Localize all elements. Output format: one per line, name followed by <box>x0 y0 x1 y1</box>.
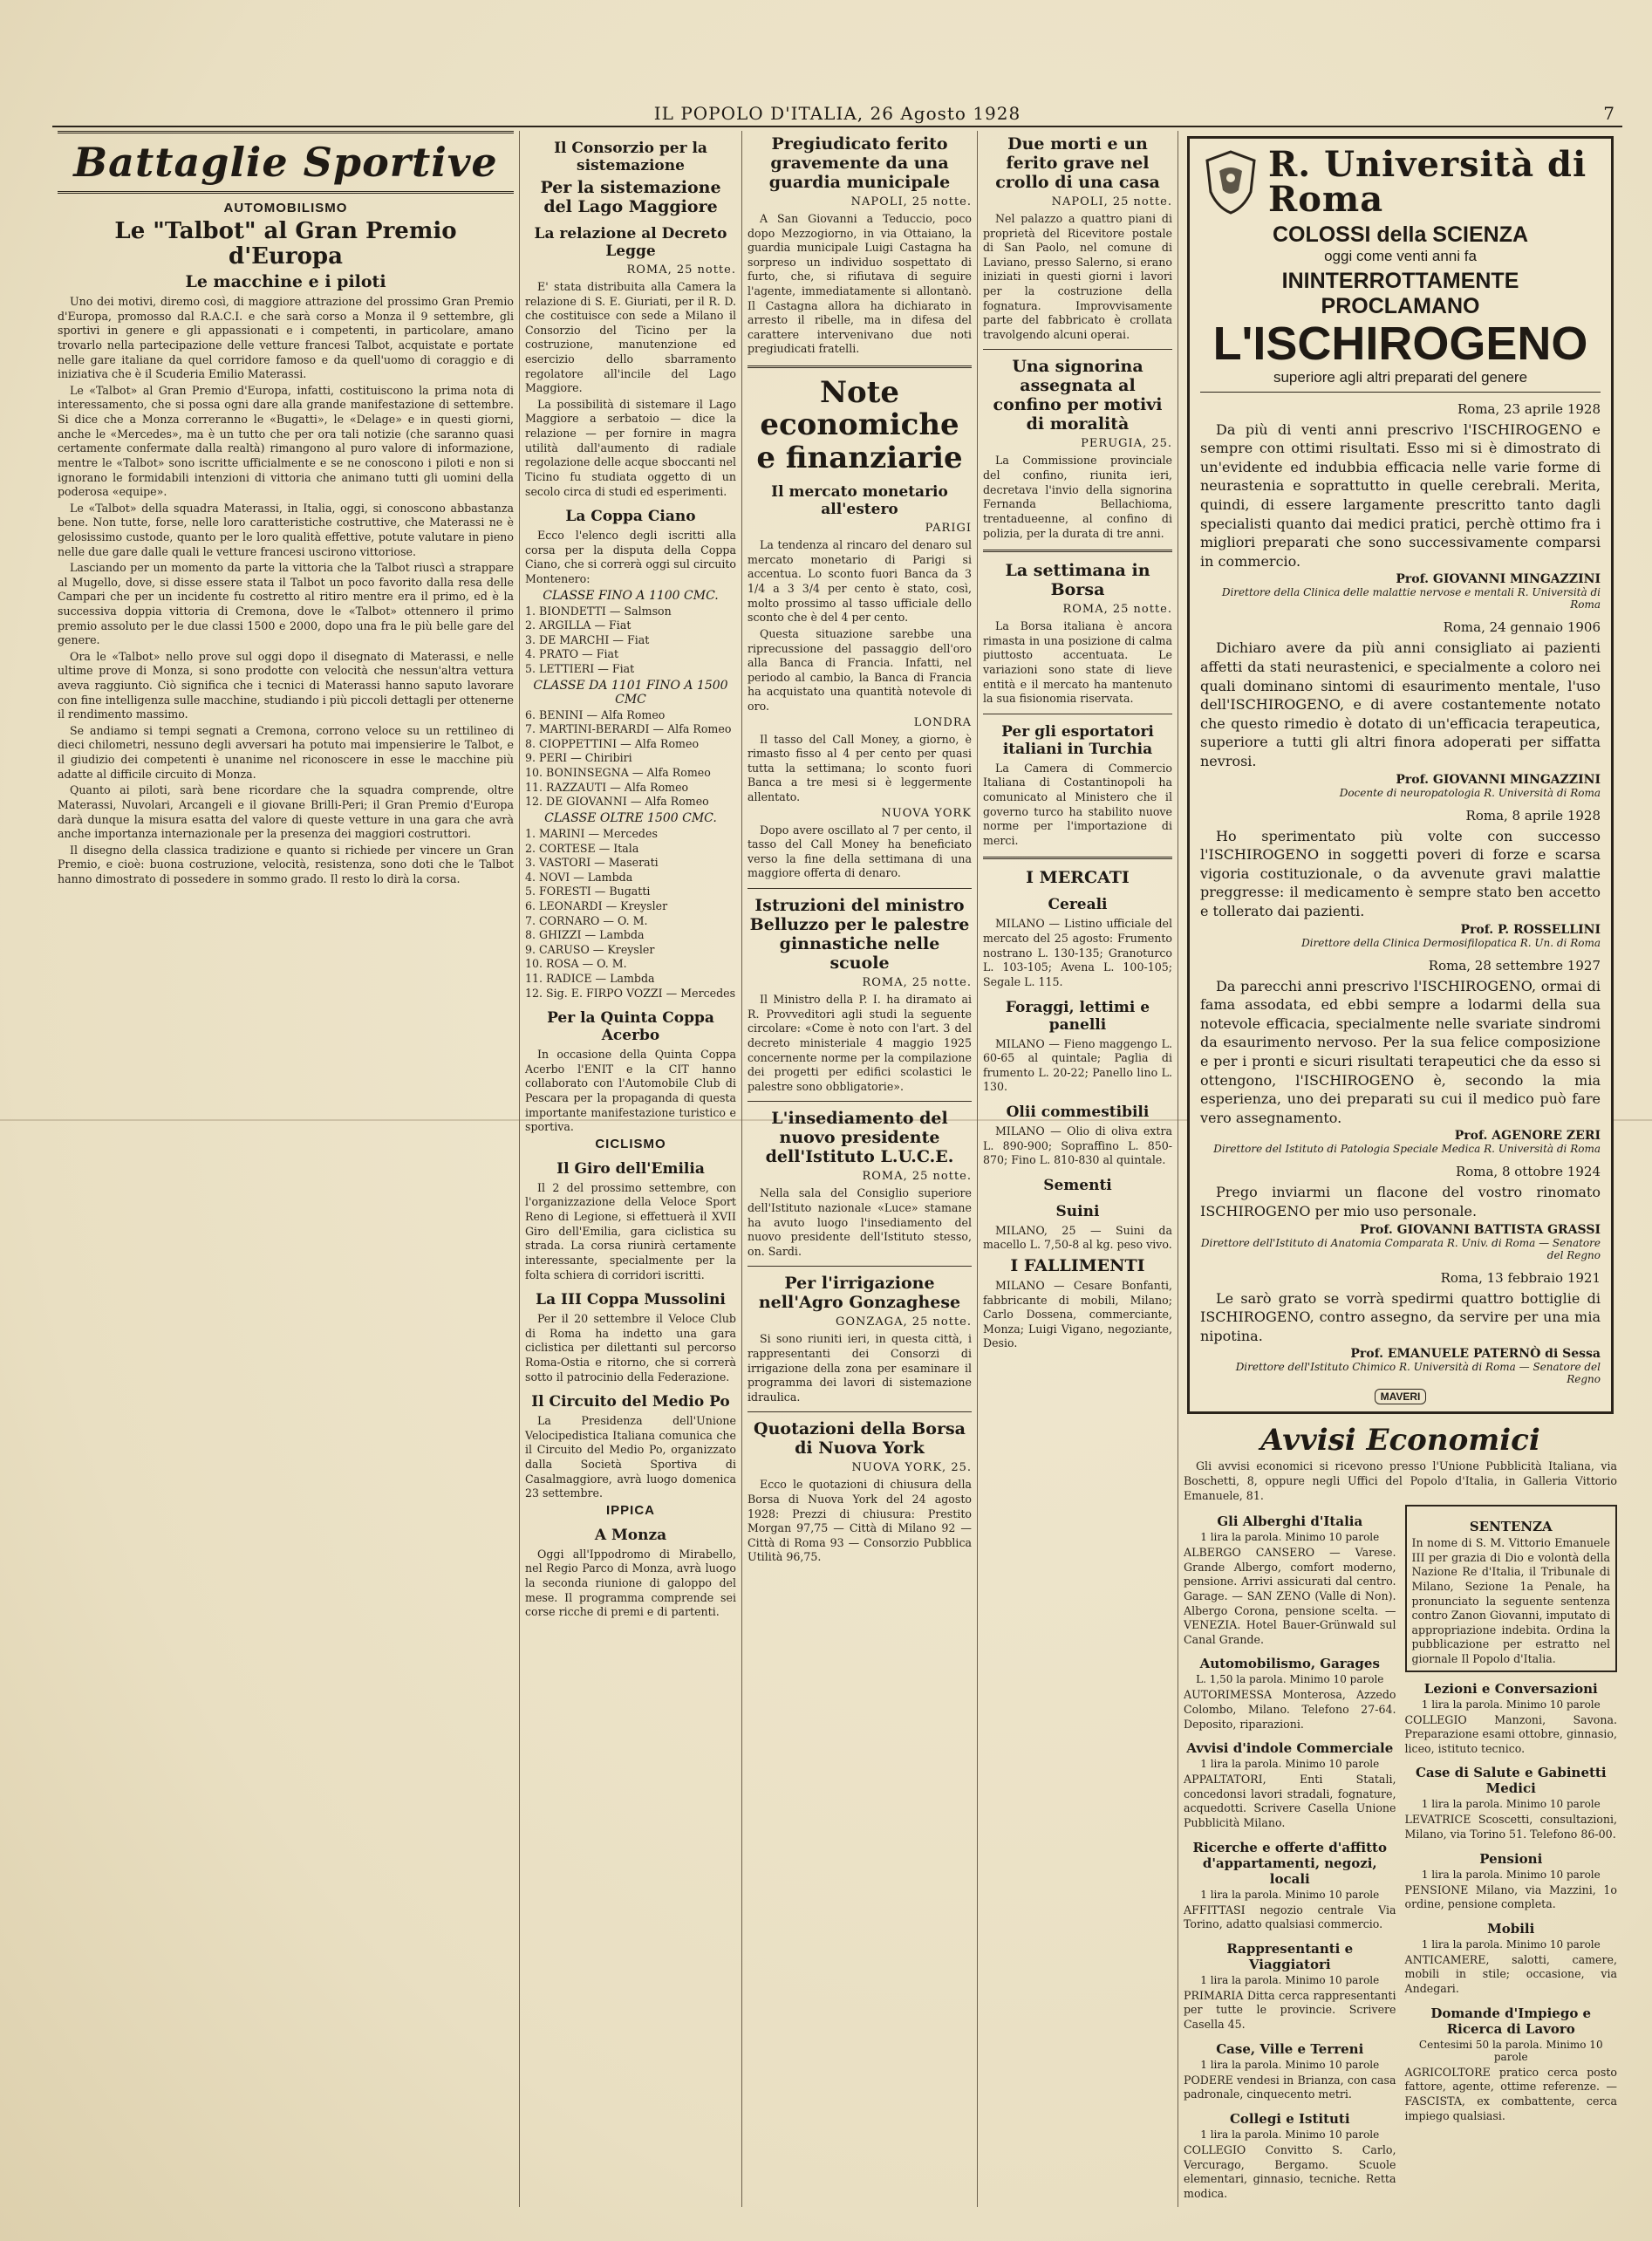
classified-text: APPALTATORI, Enti Statali, concedonsi lavori stradali, fognature, acquedotti. Scrivere Casella Unione Pubblicità Milano. <box>1184 1773 1396 1830</box>
paragraph: In occasione della Quinta Coppa Acerbo l'ENIT e la CIT hanno collaborato con l'Automobile Club di Pescara per la propaganda di questa importante manifestazione turistico e sportiva. <box>525 1048 736 1134</box>
entry-line: 7. MARTINI-BERARDI — Alfa Romeo <box>525 722 732 736</box>
classified-rate: 1 lira la parola. Minimo 10 parole <box>1421 1868 1601 1881</box>
testimonial-role: Direttore del Istituto di Patologia Speciale Medica R. Università di Roma <box>1213 1143 1601 1156</box>
headline: Quotazioni della Borsa di Nuova York <box>754 1419 966 1459</box>
paragraph: MILANO — Fieno maggengo L. 60-65 al quintale; Paglia di frumento L. 20-22; Panello lino L. 130. <box>983 1036 1172 1094</box>
column-sports <box>52 131 519 2207</box>
article-body <box>525 1312 736 1384</box>
entry-list <box>525 708 736 810</box>
entry-line: 3. DE MARCHI — Fiat <box>525 632 650 646</box>
testimonial-date: Roma, 24 gennaio 1906 <box>1443 619 1601 636</box>
classified-section <box>1405 1681 1618 1757</box>
testimonial-signature: Prof. GIOVANNI MINGAZZINI <box>1396 772 1601 787</box>
brand-name: MAVERI <box>1375 1389 1427 1404</box>
headline-kicker: Il Consorzio per la sistemazione <box>554 140 707 174</box>
column-ads <box>1178 131 1622 2207</box>
testimonial-signature: Prof. AGENORE ZERI <box>1454 1129 1601 1144</box>
classified-rate: L. 1,50 la parola. Minimo 10 parole <box>1196 1673 1384 1686</box>
dateline: PERUGIA, 25. <box>1081 437 1172 451</box>
classified-rate: 1 lira la parola. Minimo 10 parole <box>1200 1973 1380 1986</box>
column-news-2 <box>977 131 1178 2207</box>
paragraph: Gli avvisi economici si ricevono presso l'Unione Pubblicità Italiana, via Boschetti, 8, oppure negli Uffici del Popolo d'Italia, in Galleria Vittorio Emanuele, 81. <box>1184 1459 1617 1502</box>
entry-line: 4. PRATO — Fiat <box>525 647 619 661</box>
testimonial-role: Direttore della Clinica delle malattie nervose e mentali R. Università di Roma <box>1221 586 1601 611</box>
classified-text: AGRICOLTORE pratico cerca posto fattore, agente, ottime referenze. — FASCISTA, ex combattente, cerca impiego qualsiasi. <box>1404 2065 1617 2122</box>
ad-line: COLOSSI della SCIENZA <box>1272 222 1529 247</box>
paragraph: Dopo avere oscillato al 7 per cento, il tasso del Call Money ha beneficiato verso la fine della settimana di una maggiore offerta di denaro. <box>747 823 972 880</box>
testimonial-role: Direttore della Clinica Dermosifilopatica R. Un. di Roma <box>1301 936 1601 949</box>
paragraph: Ecco le quotazioni di chiusura della Borsa di Nuova York del 24 agosto 1928: Prezzi di chiusura: Prestito Morgan 97,75 — Città di Milano 92 — Città di Roma 93 — Consorzio Pubblica Utilità 96,75. <box>747 1478 972 1564</box>
article-body <box>983 619 1172 707</box>
entry-line: 1. MARINI — Mercedes <box>525 826 658 840</box>
entry-line: 6. LEONARDI — Kreysler <box>525 898 668 912</box>
paragraph: Il tasso del Call Money, a giorno, è rimasto fisso al 4 per cento per quasi tutta la settimana; lo sconto fuori Banca a tre mesi si è leggermente allentato. <box>747 732 972 804</box>
entry-line: 8. GHIZZI — Lambda <box>525 928 645 942</box>
entry-line: 1. BIONDETTI — Salmson <box>525 604 672 618</box>
subheadline: Le macchine e i piloti <box>185 272 386 292</box>
article-body <box>747 733 972 805</box>
paragraph: Il Ministro della P. I. ha diramato ai R. Provveditori agli studi la seguente circolare: «Come è noto con l'art. 3 del decreto ministeriale 4 maggio 1925 concernente norme per la compilazione dei progetti per edifici scolastici le palestre sono obbligatorie». <box>747 993 972 1093</box>
paragraph: Oggi all'Ippodromo di Mirabello, nel Regio Parco di Monza, avrà luogo la seconda riunione di galoppo del mese. Il programma comprende sei corse ricche di premi e di partenti. <box>525 1547 736 1619</box>
classified-category: Collegi e Istituti <box>1229 2110 1350 2127</box>
paragraph: La Presidenza dell'Unione Velocipedistica Italiana comunica che il Circuito del Medio Po, organizzato dalla Società Sportiva di Casalmaggiore, avrà luogo domenica 23 settembre. <box>525 1414 736 1500</box>
entry-line: 7. CORNARO — O. M. <box>525 913 648 927</box>
classified-text: PODERE vendesi in Brianza, con casa padronale, cinquecento metri. <box>1184 2073 1396 2101</box>
classified-text: COLLEGIO Convitto S. Carlo, Vercurago, Bergamo. Scuole elementari, ginnasio, tecniche. Retta modica. <box>1184 2142 1396 2200</box>
divider <box>747 366 972 368</box>
dateline: NUOVA YORK <box>881 806 972 820</box>
classified-section <box>1405 1765 1618 1841</box>
classified-section <box>1184 1840 1396 1932</box>
kicker: IPPICA <box>605 1502 655 1518</box>
article-body <box>983 1037 1172 1095</box>
entry-line: 4. NOVI — Lambda <box>525 870 633 884</box>
testimonial-text: Da più di venti anni prescrivo l'ISCHIROGENO e sempre con ottimi risultati. Esso mi si è dimostrato di un'evidente ed indubbia efficacia nelle varie forme di neurastenia e soprattutto in quelle cerebrali. Merita, quindi, di essere largamente prescritto tanto dagli specialisti quanto dai medici pratici, perchè ottimo fra i migliori preparati che sono successivamente comparsi in commercio. <box>1200 420 1601 570</box>
article-body <box>747 1186 972 1259</box>
entry-line: 11. RADICE — Lambda <box>525 971 655 985</box>
article-body <box>747 1478 972 1565</box>
paragraph: Ora le «Talbot» nello prove sul oggi dopo il disegnato di Materassi, e nelle ultime prove di Monza, si sono prodotte con velocità che nessun'altra vettura aveva raggiunto. Ciò significa che i tecnici di Materassi hanno saputo lavorare con fine intelligenza sulle macchine, studiando i più piccoli dettagli per ottenerne il rendimento massimo. <box>58 649 514 721</box>
paragraph: MILANO — Olio di oliva extra L. 890-900; Sopraffino L. 850-870; Fino L. 810-830 al quintale. <box>983 1124 1172 1167</box>
article-body <box>747 823 972 881</box>
article-body <box>525 1414 736 1501</box>
testimonial-date: Roma, 13 febbraio 1921 <box>1440 1269 1601 1286</box>
paragraph: MILANO — Cesare Bonfanti, fabbricante di mobili, Milano; Carlo Dossena, commerciante, Monza; Luigi Vigano, negoziante, Desio. <box>983 1278 1172 1350</box>
testimonial-date: Roma, 8 ottobre 1924 <box>1455 1164 1601 1180</box>
subheadline: La relazione al Decreto Legge <box>534 225 727 260</box>
ad-line: superiore agli altri preparati del genere <box>1200 369 1601 393</box>
classified-text: COLLEGIO Manzoni, Savona. Preparazione esami ottobre, ginnasio, liceo, istituto tecnico. <box>1404 1712 1617 1755</box>
testimonial <box>1200 1164 1601 1261</box>
paragraph: Il disegno della classica tradizione e quanto si richiede per vincere un Gran Premio, e cioè: buona costruzione, velocità, resistenza, sono doti che le Talbot hanno dimostrato di possedere in sommo grado. Il resto lo dirà la corsa. <box>58 843 514 885</box>
headline: Per l'irrigazione nell'Agro Gonzaghese <box>758 1274 961 1313</box>
classified-category: Mobili <box>1487 1920 1535 1937</box>
classified-rate: Centesimi 50 la parola. Minimo 10 parole <box>1418 2038 1603 2063</box>
classified-category: Ricerche e offerte d'affitto d'appartamenti, negozi, locali <box>1192 1839 1387 1887</box>
testimonial-signature: Prof. GIOVANNI MINGAZZINI <box>1396 572 1601 587</box>
entry-line: 3. VASTORI — Maserati <box>525 856 659 870</box>
headline: Le "Talbot" al Gran Premio d'Europa <box>114 218 457 270</box>
divider <box>747 888 972 889</box>
classified-category: Pensioni <box>1479 1850 1543 1867</box>
section-heading: La Coppa Ciano <box>565 508 696 526</box>
classified-rate: 1 lira la parola. Minimo 10 parole <box>1200 2058 1380 2071</box>
paragraph: Il 2 del prossimo settembre, con l'organizzazione della Veloce Sport Reno di Legione, si effettuerà il XVII Giro dell'Emilia, gara ciclistica su strada. La corsa riunirà certamente interessante, specialmente per la folta schiera di corridori iscritti. <box>525 1180 736 1281</box>
article-body <box>525 1048 736 1135</box>
classified-rate: 1 lira la parola. Minimo 10 parole <box>1200 1531 1380 1544</box>
entry-line: 12. Sig. E. FIRPO VOZZI — Mercedes <box>525 986 736 1000</box>
dateline: LONDRA <box>913 715 972 729</box>
paragraph: Per il 20 settembre il Veloce Club di Roma ha indetto una gara ciclistica per dilettanti sul percorso Roma-Ostia e ritorno, che si correrà sotto il patrocinio della Federazione. <box>525 1312 736 1384</box>
ad-university: R. Università di Roma <box>1268 144 1587 220</box>
divider <box>983 550 1172 552</box>
article-body <box>525 280 736 499</box>
testimonial <box>1200 1270 1601 1386</box>
dateline: PARIGI <box>925 522 972 536</box>
classified-section <box>1405 1851 1618 1912</box>
classified-section <box>1184 1740 1396 1830</box>
section-heading: I MERCATI <box>1026 868 1130 888</box>
article-body <box>58 295 514 886</box>
paragraph: A San Giovanni a Teduccio, poco dopo Mezzogiorno, in via Ottaiano, la guardia municipale Luigi Castagna ha sorpreso un individuo sospettato di furto, che, si rifiutava di seguire l'agente, immediatamente si allontanò. Il Castagna allora ha dichiarato in arresto il ribelle, ma in difesa del carattere intervenivano due noti pregiudicati fratelli. <box>747 212 972 356</box>
classified-rate: 1 lira la parola. Minimo 10 parole <box>1200 1888 1380 1901</box>
dateline: NAPOLI, 25 notte. <box>1051 195 1172 208</box>
testimonial <box>1200 958 1601 1156</box>
classified-text: ANTICAMERE, salotti, camere, mobili in stile; occasione, via Andegari. <box>1404 1952 1617 1996</box>
section-heading: La III Coppa Mussolini <box>536 1291 726 1309</box>
testimonial <box>1200 401 1601 611</box>
section-heading: La settimana in Borsa <box>1005 561 1150 600</box>
classified-rate: 1 lira la parola. Minimo 10 parole <box>1200 2128 1380 2141</box>
classifieds-left <box>1184 1505 1396 2201</box>
divider <box>983 857 1172 859</box>
article-body <box>747 538 972 714</box>
article-body <box>747 993 972 1094</box>
classified-text: LEVATRICE Scoscetti, consultazioni, Milano, via Torino 51. Telefono 86-00. <box>1404 1813 1617 1841</box>
testimonial-text: Dichiaro avere da più anni consigliato ai pazienti affetti da stati neurastenici, e specialmente a coloro nei quali dominano sintomi di esaurimento mentale, l'uso dell'ISCHIROGENO, e di avere costantemente notato che questo rimedio è dotato di un'efficacia terapeutica, superiore a tutti gli altri finora adoperati per siffatta nevrosi. <box>1200 639 1601 769</box>
entry-line: 2. ARGILLA — Fiat <box>525 618 631 632</box>
entry-line: 9. PERI — Chiribiri <box>525 751 632 765</box>
testimonial-date: Roma, 28 settembre 1927 <box>1428 957 1601 974</box>
classified-category: Domande d'Impiego e Ricerca di Lavoro <box>1430 2005 1592 2037</box>
entry-line: 10. ROSA — O. M. <box>525 957 627 971</box>
article-body <box>747 1332 972 1404</box>
classified-section <box>1184 1941 1396 2033</box>
divider <box>747 1411 972 1412</box>
headline: L'insediamento del nuovo presidente dell'Istituto L.U.C.E. <box>765 1109 954 1167</box>
subheading: Foraggi, lettimi e panelli <box>1005 998 1150 1034</box>
testimonial-text: Prego inviarmi un flacone del vostro rinomato ISCHIROGENO per mio uso personale. <box>1200 1184 1601 1220</box>
article-body <box>525 1548 736 1620</box>
testimonial-text: Le sarò grato se vorrà spedirmi quattro bottiglie di ISCHIROGENO, contro assegno, da servire per una mia nipotina. <box>1200 1289 1601 1344</box>
classifieds-right <box>1405 1505 1618 2201</box>
classified-text: ALBERGO CANSERO — Varese. Grande Albergo, comfort moderno, pensione. Arrivi assicurati dal centro. Garage. — SAN ZENO (Valle di Non). Albergo Corona, pensione scelta. — VENEZIA. Hotel Bauer-Grünwald sul Canal Grande. <box>1184 1546 1396 1646</box>
paragraph: Lasciando per un momento da parte la vittoria che la Talbot riuscì a strappare al Mugello, dove, si disse essere stata il Talbot un poco favorito dalla resa delle Campari che per un incidente fu costretto al ritiro mentre era il primo, ed è la successiva doppia vittoria di Cremona, dove le «Talbot» ottennero il primo premio assoluto per le due classi 1500 e 2000, dopo una fra le più belle gare del genere. <box>58 561 514 647</box>
subheading: Cereali <box>1048 896 1108 914</box>
subheading: Olii commestibili <box>1006 1103 1150 1121</box>
section-banner: Battaglie Sportive <box>58 131 514 194</box>
classified-text: AFFITTASI negozio centrale Via Torino, adatto qualsiasi commercio. <box>1184 1903 1396 1931</box>
testimonial-date: Roma, 8 aprile 1928 <box>1465 807 1601 823</box>
classified-section <box>1184 1656 1396 1732</box>
kicker: AUTOMOBILISMO <box>223 201 348 215</box>
testimonial-signature: Prof. P. ROSSELLINI <box>1460 922 1601 937</box>
dateline: ROMA, 25 notte. <box>1062 603 1172 617</box>
testimonial-text: Da parecchi anni prescrivo l'ISCHIROGENO, ormai di fama assodata, ed ebbi sempre a lodarmi della sua notevole efficacia, specialmente nelle svariate sindromi da esaurimento nervoso. Per la sua felice composizione e per i pronti e sicuri risultati terapeutici che da esso si ottengono, l'ISCHIROGENO è, secondo la mia esperienza, uno dei preparati su cui il medico può fare vero assegnamento. <box>1200 977 1601 1126</box>
entry-line: 12. DE GIOVANNI — Alfa Romeo <box>525 795 709 809</box>
brand-logo <box>1200 1390 1601 1403</box>
page-number: 7 <box>1603 103 1615 124</box>
paragraph: MILANO, 25 — Suini da macello L. 7,50-8 al kg. peso vivo. <box>983 1223 1172 1252</box>
entry-list <box>525 605 736 677</box>
dateline: ROMA, 25 notte. <box>626 263 736 277</box>
section-heading: I FALLIMENTI <box>1010 1255 1145 1275</box>
classified-section <box>1405 2005 1618 2123</box>
paragraph: La Borsa italiana è ancora rimasta in una posizione di calma piuttosto accentuata. Le variazioni sono state di lieve entità e il mercato ha mantenuto la sua fisionomia riservata. <box>983 619 1172 706</box>
entry-line: 9. CARUSO — Kreysler <box>525 942 655 956</box>
dateline: ROMA, 25 notte. <box>862 1170 972 1184</box>
paragraph: Questa situazione sarebbe una riprecussione del passaggio dell'oro alla Banca di Francia. Infatti, nel periodo al cambio, la Banca di Francia ha acquistato una quantità notevole di oro. <box>747 626 972 713</box>
classified-section <box>1184 2041 1396 2102</box>
paragraph: Le «Talbot» della squadra Materassi, in Italia, oggi, si conoscono abbastanza bene. Non tutte, forse, nelle loro caratteristiche costruttive, che Materassi ne è gelosissimo custode, quanto per le loro qualità effettive, potute valutare in pieno nelle due gare dalle quali le vetture francesi uscirono vittoriose. <box>58 501 514 558</box>
subheading: Sementi <box>1043 1176 1112 1194</box>
column-sports-2 <box>519 131 741 2207</box>
classified-category: Avvisi d'indole Commerciale <box>1186 1740 1394 1757</box>
paragraph: E' stata distribuita alla Camera la relazione di S. E. Giuriati, per il R. D. che costituisce con sede a Milano il Consorzio del Ticino per la costruzione, manutenzione ed esercizio dello sbarramento regolatore all'incile del Lago Maggiore. <box>525 280 736 395</box>
classified-section <box>1184 1513 1396 1647</box>
dateline: GONZAGA, 25 notte. <box>835 1315 972 1329</box>
headline: Due morti e un ferito grave nel crollo di una casa <box>995 134 1160 192</box>
paragraph: Nella sala del Consiglio superiore dell'Istituto nazionale «Luce» stamane ha avuto luogo l'insediamento del nuovo presidente dell'Istituto stesso, on. Sardi. <box>747 1186 972 1258</box>
article-body <box>747 212 972 357</box>
classifieds-columns <box>1184 1505 1617 2201</box>
divider <box>983 349 1172 350</box>
paragraph: Ecco l'elenco degli iscritti alla corsa per la disputa della Coppa Ciano, che si correrà oggi sul circuito Montenero: <box>525 529 736 585</box>
paragraph: La tendenza al rincaro del denaro sul mercato monetario di Parigi si accentua. Lo sconto fuori Banca da 3 1/4 a 3 3/4 per cento è stato, così, molto prossimo al tasso ufficiale dello sconto che è del 4 per cento. <box>747 538 972 625</box>
article-body <box>983 454 1172 541</box>
entry-line: 5. LETTIERI — Fiat <box>525 662 635 676</box>
testimonial <box>1200 808 1601 949</box>
testimonial-date: Roma, 23 aprile 1928 <box>1457 400 1601 417</box>
classified-category: Gli Alberghi d'Italia <box>1217 1513 1363 1530</box>
ad-product-name: L'ISCHIROGENO <box>1212 318 1588 370</box>
section-heading: Il Giro dell'Emilia <box>556 1159 705 1178</box>
university-crest-icon <box>1200 148 1261 216</box>
paragraph: Le «Talbot» al Gran Premio d'Europa, infatti, costituiscono la prima nota di interessamento, che si possa ogni dare alla grande manifestazione di settembre. Si dice che a Monza correranno le «Bugatti», le «Delage» e in questi giorni, anche le «Mercedes», ma è un tutto che per ora tali notizie (che saranno quasi certamente confermate dalla realtà) rimangono al puro valore di informazione, mentre le «Talbot» sono iscritte ufficialmente e se ne conoscono i piloti e non si ignorano le formidabili intenzioni di vittoria che animano tutti gli uomini della poderosa «equipe». <box>58 383 514 499</box>
ad-line: oggi come venti anni fa <box>1324 248 1477 264</box>
ad-line: ININTERROTTAMENTE PROCLAMANO <box>1281 269 1519 318</box>
entry-line: 10. BONINSEGNA — Alfa Romeo <box>525 766 711 780</box>
dateline: NAPOLI, 25 notte. <box>850 195 972 208</box>
headline: Pregiudicato ferito gravemente da una guardia municipale <box>768 134 951 192</box>
classified-text: PENSIONE Milano, via Mazzini, 1o ordine, pensione completa. <box>1404 1882 1617 1911</box>
classified-category: Lezioni e Conversazioni <box>1423 1680 1598 1697</box>
section-heading: Il mercato monetario all'estero <box>771 483 948 519</box>
dateline: ROMA, 25 notte. <box>862 976 972 990</box>
entry-line: 2. CORTESE — Itala <box>525 841 639 855</box>
classified-rate: 1 lira la parola. Minimo 10 parole <box>1421 1798 1601 1811</box>
masthead-title: IL POPOLO D'ITALIA, 26 Agosto 1928 <box>653 103 1021 124</box>
testimonial <box>1200 619 1601 798</box>
paragraph: La possibilità di sistemare il Lago Maggiore a serbatoio — dice la relazione — per fornire in magra utilità dall'aumento di radiale regolazione delle acque sboccanti nel Ticino fu studiata oggetto di un secolo circa di studi ed esperimenti. <box>525 397 736 498</box>
entry-line: 5. FORESTI — Bugatti <box>525 885 651 898</box>
subheading: Suini <box>1055 1202 1100 1220</box>
classified-category: Rappresentanti e Viaggiatori <box>1226 1940 1354 1972</box>
divider <box>747 1101 972 1102</box>
headline: Per la sistemazione del Lago Maggiore <box>540 178 721 216</box>
classified-category: Automobilismo, Garages <box>1199 1656 1380 1672</box>
classified-text: In nome di S. M. Vittorio Emanuele III per grazia di Dio e volontà della Nazione Re d'Italia, il Tribunale di Milano, Sezione 1a Penale, ha pronunciato la seguente sentenza contro Zanon Giovanni, imputato di appropriazione indebita. Ordina la pubblicazione per estratto nel giornale Il Popolo d'Italia. <box>1411 1536 1610 1665</box>
classified-section <box>1184 2111 1396 2201</box>
paragraph: Nel palazzo a quattro piani di proprietà del Ricevitore postale di San Paolo, nel comune di Laviano, presso Salerno, si erano iniziati in questi giorni i lavori per la costruzione della fognatura. Improvvisamente parte del fabbricato è crollata travolgendo alcuni operai. <box>983 212 1172 341</box>
classified-rate: 1 lira la parola. Minimo 10 parole <box>1421 1937 1601 1951</box>
classified-text: PRIMARIA Ditta cerca rappresentanti per tutte le provincie. Scrivere Casella 45. <box>1184 1988 1396 2032</box>
entry-line: 11. RAZZAUTI — Alfa Romeo <box>525 780 689 794</box>
paragraph: Uno dei motivi, diremo così, di maggiore attrazione del prossimo Gran Premio d'Europa, promosso dal R.A.C.I. e che sarà corso a Monza il 9 settembre, gli sportivi in genere e gli appassionati e i competenti, in particolare, amano trovarlo nella partecipazione delle vetture francesi Talbot, acquistate e portate nelle gare italiane da quel corridore famoso e da quell'uomo di coraggio e di iniziativa che è il Scuderia Emilio Materassi. <box>58 295 514 381</box>
testimonial-signature: Prof. EMANUELE PATERNÒ di Sessa <box>1350 1347 1601 1362</box>
article-body <box>983 1224 1172 1253</box>
testimonial-signature: Prof. GIOVANNI BATTISTA GRASSI <box>1360 1222 1601 1237</box>
section-title: Note economiche e finanziarie <box>756 375 963 475</box>
ad-header <box>1200 144 1601 220</box>
classified-category: Case di Salute e Gabinetti Medici <box>1415 1765 1607 1797</box>
classified-rate: 1 lira la parola. Minimo 10 parole <box>1421 1698 1601 1711</box>
classified-category: Case, Ville e Terreni <box>1216 2040 1364 2057</box>
article-body <box>983 917 1172 989</box>
headline: Per gli esportatori italiani in Turchia <box>1001 722 1154 758</box>
column-news <box>741 131 977 2207</box>
masthead <box>52 103 1622 127</box>
paragraph: MILANO — Listino ufficiale del mercato del 25 agosto: Frumento nostrano L. 130-135; Granoturco L. 103-105; Avena L. 100-105; Segale L. 115. <box>983 917 1172 988</box>
article-body <box>983 1124 1172 1168</box>
classified-text: AUTORIMESSA Monterosa, Azzedo Colombo, Milano. Telefono 27-64. Deposito, riparazioni. <box>1184 1688 1396 1731</box>
class-heading: CLASSE OLTRE 1500 CMC. <box>544 810 717 825</box>
testimonial-role: Docente di neuropatologia R. Università di Roma <box>1339 786 1601 799</box>
classified-section <box>1405 1921 1618 1997</box>
testimonial-role: Direttore dell'Istituto di Anatomia Comparata R. Univ. di Roma — Senatore del Regno <box>1200 1236 1601 1261</box>
headline: Istruzioni del ministro Belluzzo per le palestre ginnastiche nelle scuole <box>749 896 970 974</box>
classified-category: SENTENZA <box>1469 1519 1553 1535</box>
article-body <box>983 1279 1172 1351</box>
article-body <box>525 529 736 586</box>
section-heading: Il Circuito del Medio Po <box>531 1393 730 1411</box>
paragraph: La Camera di Commercio Italiana di Costantinopoli ha comunicato al Ministero che il governo turco ha stabilito nuove norme per l'importazione di merci. <box>983 761 1172 847</box>
dateline: NUOVA YORK, 25. <box>851 1461 972 1475</box>
article-body <box>983 212 1172 342</box>
classified-rate: 1 lira la parola. Minimo 10 parole <box>1200 1758 1380 1771</box>
paragraph: Si sono riuniti ieri, in questa città, i rappresentanti dei Consorzi di irrigazione della zona per esaminare il programma dei lavori di sistemazione idraulica. <box>747 1332 972 1404</box>
paragraph: Quanto ai piloti, sarà bene ricordare che la squadra comprende, oltre Materassi, Nuvolari, Arcangeli e il giovane Brilli-Peri; il Gran Premio d'Europa darà dunque la misura esatta del valore di queste vetture in una gara che avrà anche importanza internazionale per la presenza dei maggiori costruttori. <box>58 783 514 841</box>
entry-list <box>525 827 736 1001</box>
article-body <box>525 1181 736 1282</box>
headline: Una signorina assegnata al confino per motivi di moralità <box>993 357 1163 434</box>
classifieds-title: Avvisi Economici <box>1260 1423 1540 1459</box>
classifieds-intro <box>1184 1459 1617 1503</box>
section-heading: A Monza <box>594 1526 667 1544</box>
testimonial-role: Direttore dell'Istituto Chimico R. Università di Roma — Senatore del Regno <box>1235 1361 1601 1386</box>
entry-line: 6. BENINI — Alfa Romeo <box>525 707 666 721</box>
paragraph: La Commissione provinciale del confino, riunita ieri, decretava l'invio della signorina Fernanda Bellachioma, trentadueenne, al confino di polizia, per la durata di tre anni. <box>983 454 1172 540</box>
ischirogeno-advertisement <box>1187 136 1614 1414</box>
paragraph: Se andiamo si tempi segnati a Cremona, corrono veloce su un rettilineo di dieci chilometri, nessuno degli avversari ha potuto mai impensierire le Talbot, e il giudizio dei competenti è unanime nel riconoscere in esse le macchine più adatte al difficile circuito di Monza. <box>58 723 514 781</box>
section-heading: Per la Quinta Coppa Acerbo <box>547 1009 714 1045</box>
class-heading: CLASSE FINO A 1100 CMC. <box>543 588 719 603</box>
kicker: CICLISMO <box>595 1136 666 1151</box>
divider <box>747 1266 972 1267</box>
entry-line: 8. CIOPPETTINI — Alfa Romeo <box>525 736 700 750</box>
classified-section <box>1405 1505 1618 1671</box>
class-heading: CLASSE DA 1101 FINO A 1500 CMC <box>533 678 728 707</box>
article-body <box>983 762 1172 849</box>
testimonial-text: Ho sperimentato più volte con successo l'ISCHIROGENO in soggetti poveri di forze e scarsa vigoria costituzionale, o da avvenute gravi malattie preggresse: il medicamento è sempre stato ben accetto e tollerato dai pazienti. <box>1200 827 1601 919</box>
